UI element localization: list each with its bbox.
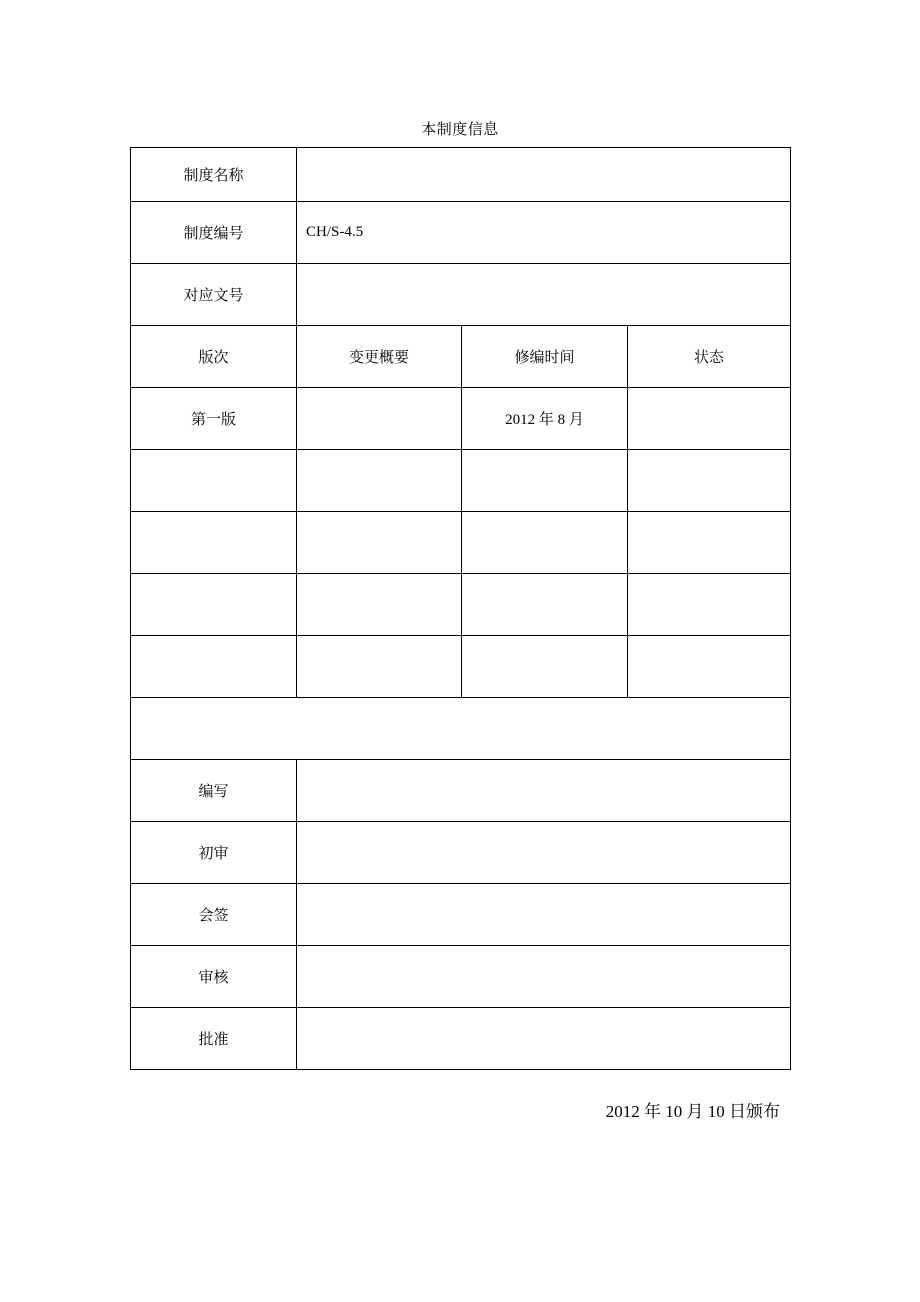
approval-value-audit: [297, 946, 791, 1008]
regulation-number-value: CH/S-4.5: [297, 202, 791, 264]
approval-label-initial-review: 初审: [131, 822, 297, 884]
history-cell-status: [628, 388, 791, 450]
approval-value-writer: [297, 760, 791, 822]
history-cell-edition: [131, 636, 297, 698]
history-cell-edition: [131, 574, 297, 636]
approval-value-countersign: [297, 884, 791, 946]
regulation-name-value: [297, 148, 791, 202]
history-cell-edition: 第一版: [131, 388, 297, 450]
approval-label-writer: 编写: [131, 760, 297, 822]
approval-row-audit: [131, 946, 791, 1008]
regulation-info-table: [130, 147, 791, 1070]
header-edition: 版次: [131, 326, 297, 388]
history-cell-summary: [297, 574, 462, 636]
history-cell-time: [462, 450, 628, 512]
history-header-row: [131, 326, 791, 388]
approval-label-audit: 审核: [131, 946, 297, 1008]
issue-date: 2012 年 10 月 10 日颁布: [605, 1102, 780, 1121]
approval-label-countersign: 会签: [131, 884, 297, 946]
approval-row-writer: [131, 760, 791, 822]
history-cell-summary: [297, 512, 462, 574]
history-cell-time: [462, 636, 628, 698]
history-cell-time: 2012 年 8 月: [462, 388, 628, 450]
history-cell-time: [462, 574, 628, 636]
history-row: [131, 450, 791, 512]
document-number-label: 对应文号: [131, 264, 297, 326]
approval-label-approve: 批准: [131, 1008, 297, 1070]
document-title: 本制度信息: [421, 122, 499, 138]
approval-row-initial-review: [131, 822, 791, 884]
history-cell-edition: [131, 512, 297, 574]
header-status: 状态: [628, 326, 791, 388]
regulation-number-label: 制度编号: [131, 202, 297, 264]
history-cell-status: [628, 512, 791, 574]
regulation-number-row: [131, 202, 791, 264]
spacer-row: [131, 698, 791, 760]
header-change-summary: 变更概要: [297, 326, 462, 388]
approval-row-countersign: [131, 884, 791, 946]
history-cell-summary: [297, 636, 462, 698]
regulation-name-row: [131, 148, 791, 202]
history-cell-edition: [131, 450, 297, 512]
history-cell-status: [628, 450, 791, 512]
document-number-value: [297, 264, 791, 326]
history-row: [131, 574, 791, 636]
history-cell-status: [628, 636, 791, 698]
regulation-name-label: 制度名称: [131, 148, 297, 202]
approval-row-approve: [131, 1008, 791, 1070]
history-cell-summary: [297, 388, 462, 450]
approval-value-approve: [297, 1008, 791, 1070]
document-number-row: [131, 264, 791, 326]
history-row: [131, 512, 791, 574]
history-row: [131, 636, 791, 698]
history-cell-status: [628, 574, 791, 636]
history-cell-time: [462, 512, 628, 574]
history-row: [131, 388, 791, 450]
spacer-cell: [131, 698, 791, 760]
approval-value-initial-review: [297, 822, 791, 884]
header-revision-time: 修编时间: [462, 326, 628, 388]
history-cell-summary: [297, 450, 462, 512]
